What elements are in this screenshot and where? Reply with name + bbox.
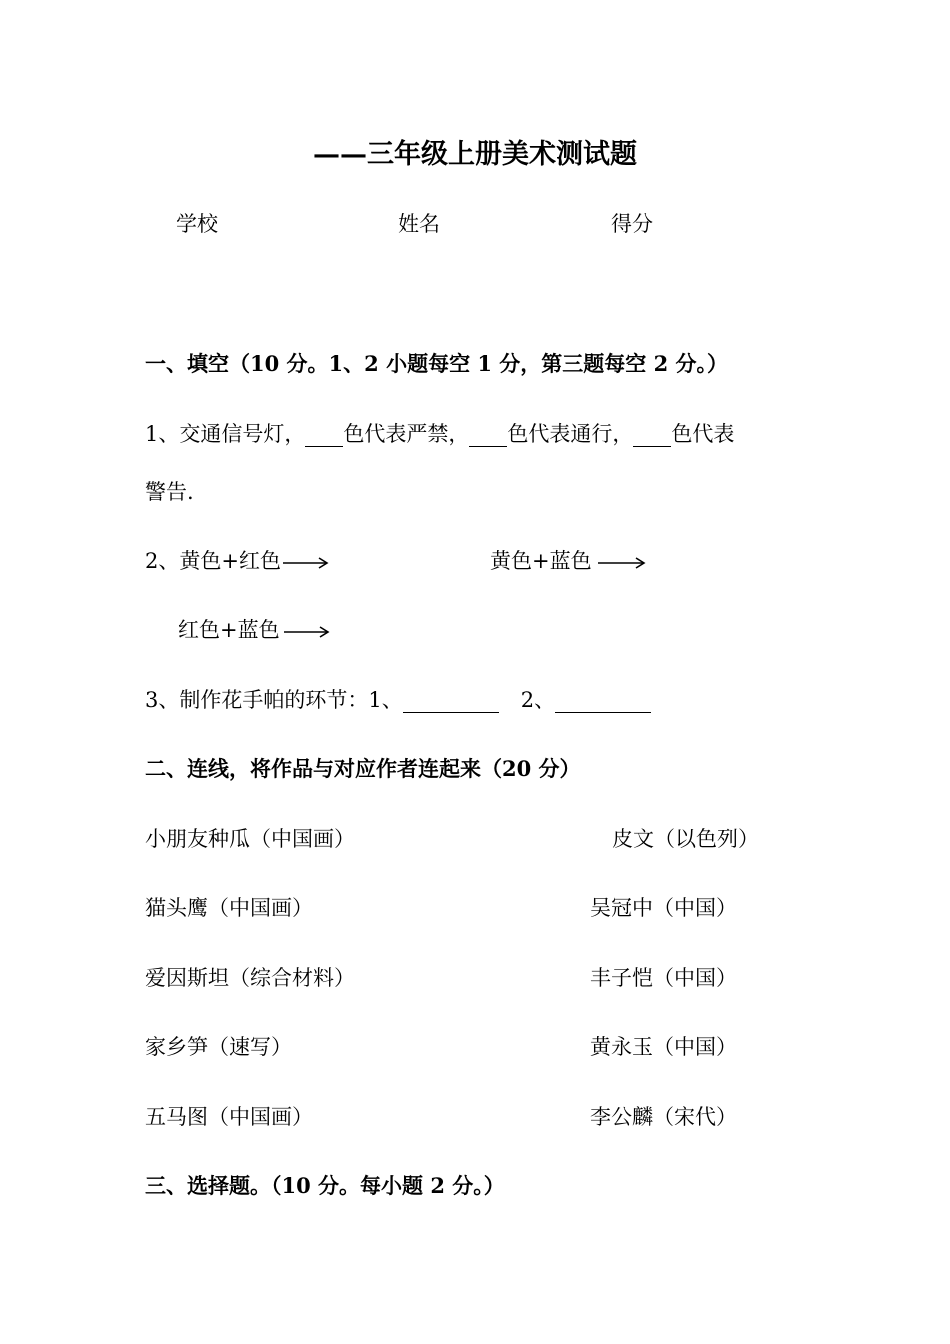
q3-label: 3、制作花手帕的环节：1、 <box>145 688 403 712</box>
q2b-label: 黄色+蓝色 <box>490 549 592 573</box>
work-item[interactable]: 小朋友种瓜（中国画） <box>145 827 355 851</box>
question-2b <box>490 545 648 575</box>
q1-part-4: 色代表 <box>671 422 735 446</box>
q1-part-3: 色代表通行， <box>507 422 634 446</box>
question-1-continued: 警告. <box>145 480 194 504</box>
question-2a <box>145 545 329 575</box>
arrow-right-icon <box>598 557 648 569</box>
section1-heading: 一、填空（10 分。1、2 小题每空 1 分，第三题每空 2 分。） <box>145 351 729 376</box>
author-item[interactable]: 皮文（以色列） <box>612 827 759 851</box>
score-field-label: 得分 <box>611 212 653 236</box>
q3-label-2: 2、 <box>520 688 556 712</box>
author-item[interactable]: 李公麟（宋代） <box>590 1105 737 1129</box>
work-item[interactable]: 爱因斯坦（综合材料） <box>145 966 355 990</box>
question-3 <box>145 684 651 714</box>
q3-blank-2[interactable] <box>555 688 651 713</box>
page-title: ——三年级上册美术测试题 <box>313 139 637 170</box>
author-item[interactable]: 丰子恺（中国） <box>590 966 737 990</box>
q1-blank-1[interactable] <box>305 422 343 447</box>
q1-blank-3[interactable] <box>633 422 671 447</box>
arrow-right-icon <box>283 557 329 569</box>
q1-part-1: 1、交通信号灯， <box>145 422 306 446</box>
author-item[interactable]: 吴冠中（中国） <box>590 896 737 920</box>
author-item[interactable]: 黄永玉（中国） <box>590 1035 737 1059</box>
work-item[interactable]: 家乡笋（速写） <box>145 1035 292 1059</box>
q2c-label: 红色+蓝色 <box>178 618 280 642</box>
work-item[interactable]: 五马图（中国画） <box>145 1105 313 1129</box>
question-2c <box>178 614 332 644</box>
work-item[interactable]: 猫头鹰（中国画） <box>145 896 313 920</box>
q1-part-2: 色代表严禁， <box>343 422 470 446</box>
school-field-label: 学校 <box>176 212 218 236</box>
question-1 <box>145 418 734 448</box>
section3-heading: 三、选择题。（10 分。每小题 2 分。） <box>145 1173 505 1198</box>
section2-heading: 二、连线，将作品与对应作者连起来（20 分） <box>145 756 581 781</box>
q2a-label: 2、黄色+红色 <box>145 549 281 573</box>
arrow-right-icon <box>284 626 332 638</box>
q3-blank-1[interactable] <box>403 688 499 713</box>
q1-blank-2[interactable] <box>469 422 507 447</box>
name-field-label: 姓名 <box>398 212 440 236</box>
